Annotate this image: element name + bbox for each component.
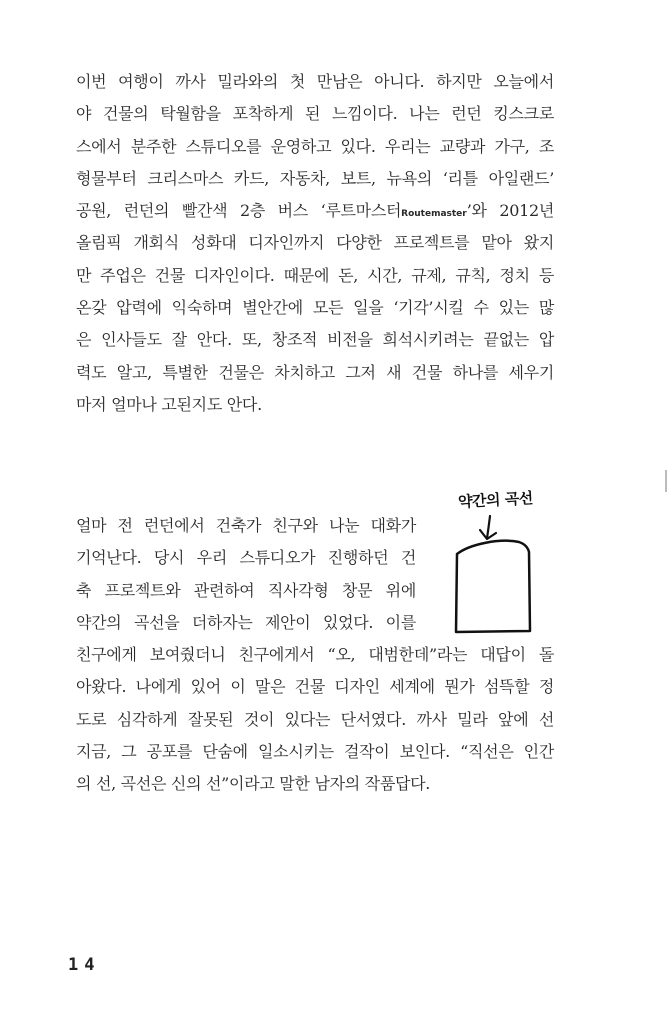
text-segment: ’와 2012년 (466, 201, 554, 221)
text-line: 야 건물의 탁월함을 포착하게 된 느낌이다. 나는 런던 킹스크로 (76, 104, 554, 124)
text-line: 도로 심각하게 잘못된 것이 있다는 단서였다. 까사 밀라 앞에 선 (76, 709, 554, 729)
curved-window-sketch (440, 488, 560, 638)
text-line: 아왔다. 나에게 있어 이 말은 건물 디자인 세계에 뭔가 섬뜩할 정 (76, 677, 554, 697)
text-line (76, 195, 554, 227)
text-segment: 공원, 런던의 빨간색 2층 버스 ‘루트마스터 (76, 201, 402, 221)
text-line: 형물부터 크리스마스 카드, 자동차, 보트, 뉴욕의 ‘리틀 아일랜드’ (76, 168, 554, 188)
page-number: 14 (68, 955, 101, 975)
english-annotation: Routemaster (401, 209, 467, 220)
text-line: 얼마 전 런던에서 건축가 친구와 나눈 대화가 (76, 516, 416, 535)
sketch-label: 약간의 곡선 (457, 489, 534, 511)
text-line: 친구에게 보여줬더니 친구에게서 “오, 대범한데”라는 대답이 돌 (76, 645, 554, 665)
text-line: 의 선, 곡선은 신의 선”이라고 말한 남자의 작품답다. (76, 774, 431, 794)
text-line: 지금, 그 공포를 단숨에 일소시키는 걸작이 보인다. “직선은 인간 (76, 742, 554, 762)
text-line: 기억난다. 당시 우리 스튜디오가 진행하던 건 (76, 548, 416, 568)
text-line: 력도 알고, 특별한 건물은 차치하고 그저 새 건물 하나를 세우기 (76, 362, 554, 382)
arrow-icon (480, 516, 496, 539)
text-line: 마저 얼마나 고된지도 안다. (76, 394, 262, 414)
window-shape (456, 541, 530, 632)
text-line: 만 주업은 건물 디자인이다. 때문에 돈, 시간, 규제, 규칙, 정치 등 (76, 265, 554, 285)
text-line: 올림픽 개회식 성화대 디자인까지 다양한 프로젝트를 맡아 왔지 (76, 233, 554, 253)
paragraph-1 (76, 66, 554, 421)
text-line: 은 인사들도 잘 안다. 또, 창조적 비전을 희석시키려는 끝없는 압 (76, 330, 554, 350)
text-line: 이번 여행이 까사 밀라와의 첫 만남은 아니다. 하지만 오늘에서 (76, 72, 554, 91)
text-line: 축 프로젝트와 관련하여 직사각형 창문 위에 (76, 580, 416, 600)
text-line: 약간의 곡선을 더하자는 제안이 있었다. 이를 (76, 612, 416, 632)
text-line: 온갖 압력에 익숙하며 별안간에 모든 일을 ‘기각’시킬 수 있는 많 (76, 298, 554, 318)
text-line: 스에서 분주한 스튜디오를 운영하고 있다. 우리는 교량과 가구, 조 (76, 136, 554, 156)
